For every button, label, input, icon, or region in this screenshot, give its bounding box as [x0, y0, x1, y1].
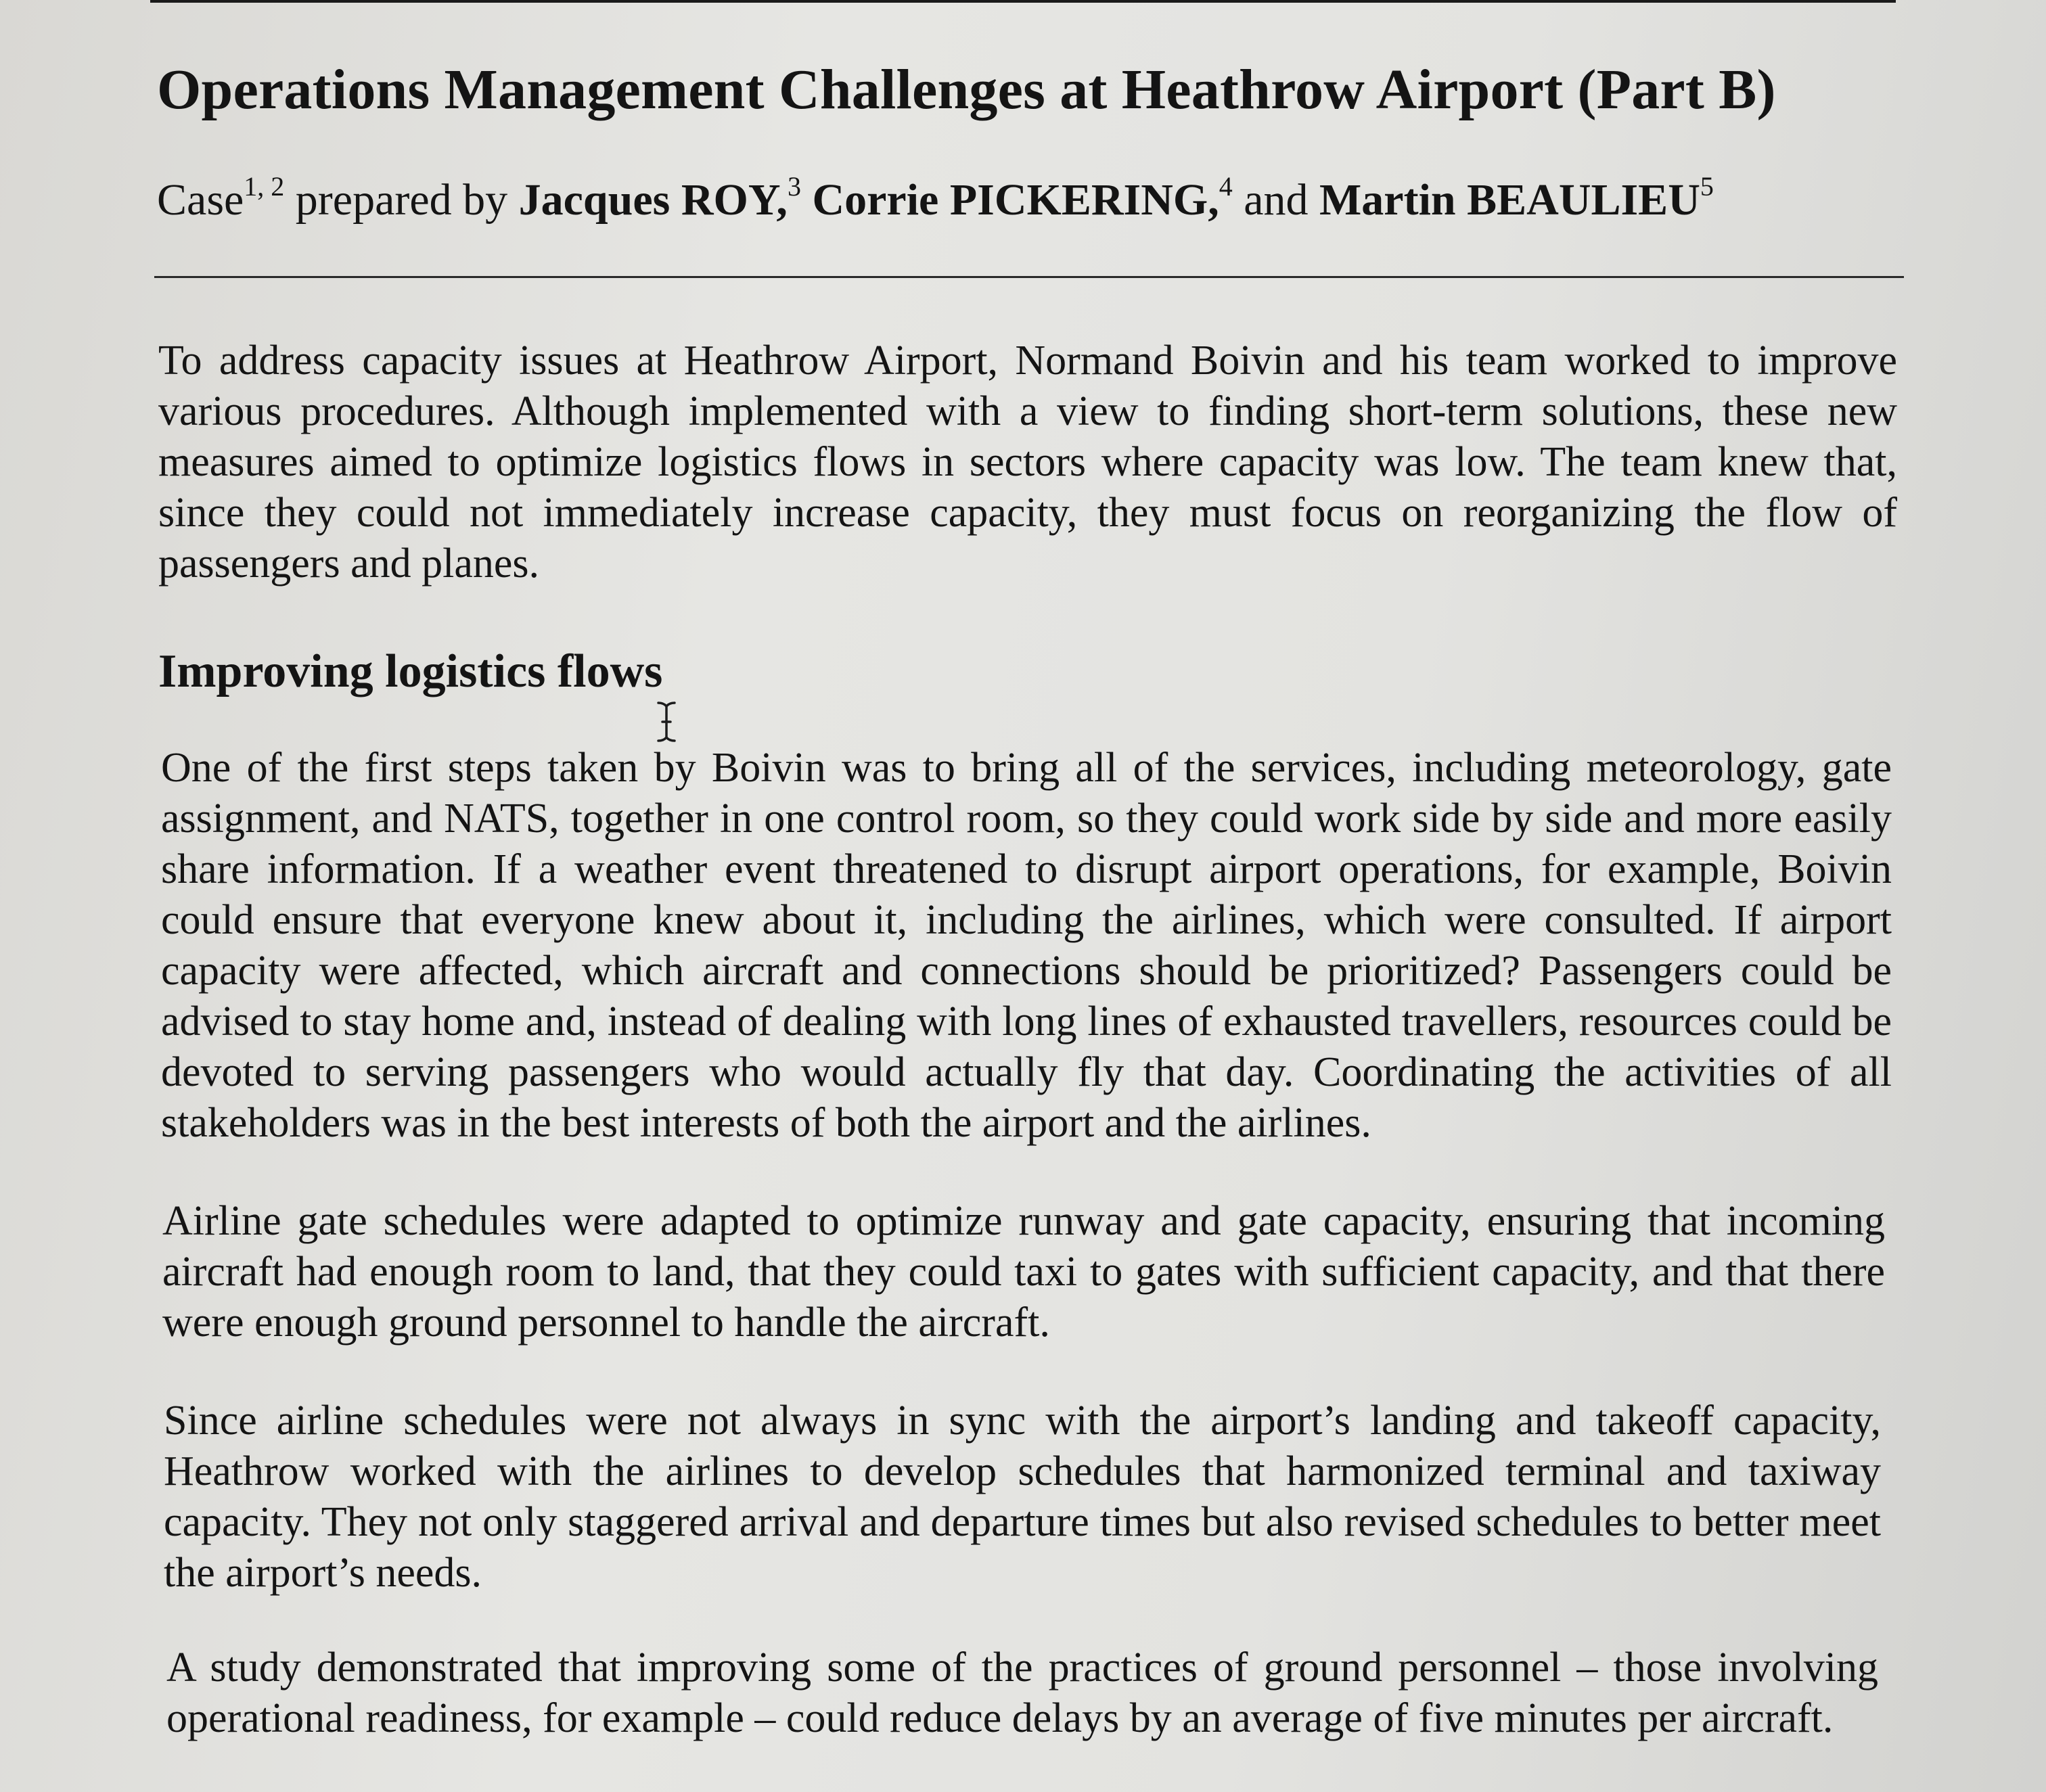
- byline: [157, 168, 1714, 233]
- section-heading: Improving logistics flows: [158, 645, 663, 697]
- document-title: Operations Management Challenges at Heathrow Airport (Part B): [157, 58, 1776, 121]
- title-rule: [154, 276, 1904, 278]
- section-paragraph-4: A study demonstrated that improving some of the practices of ground personnel – those involving operational readiness, for example – could reduce delays by an average of five minutes per aircraft.: [166, 1645, 1878, 1741]
- section-paragraph-2: Airline gate schedules were adapted to optimize runway and gate capacity, ensuring that incoming aircraft had enough room to land, that they could taxi to gates with sufficient capacity, and that there were enough ground personnel to handle the aircraft.: [162, 1198, 1885, 1346]
- byline-author-pickering: Corrie PICKERING,: [812, 175, 1219, 225]
- intro-paragraph: To address capacity issues at Heathrow Airport, Normand Boivin and his team worked to improve various procedures. Although implemented with a view to finding short-term solutions, these new measures aimed to optimize logistics flows in sectors where capacity was low. The team knew that, since they could not immediately increase capacity, they must focus on reorganizing the flow of passengers and planes.: [158, 338, 1897, 587]
- byline-case-notes: 1, 2: [244, 171, 285, 202]
- byline-author-roy: Jacques ROY,: [518, 175, 788, 225]
- section-paragraph-1: One of the first steps taken by Boivin was to bring all of the services, including meteorology, gate assignment, and NATS, together in one control room, so they could work side by side and more easily share information. If a weather event threatened to disrupt airport operations, for example, Boivin could ensure that everyone knew about it, including the airlines, which were consulted. If airport capacity were affected, which aircraft and connections should be prioritized? Passengers could be advised to stay home and, instead of dealing with long lines of exhausted travellers, resources could be devoted to serving passengers who would actually fly that day. Coordinating the activities of all stakeholders was in the best interests of both the airport and the airlines.: [161, 745, 1892, 1146]
- byline-and: and: [1244, 175, 1309, 225]
- byline-author-pickering-note: 4: [1219, 171, 1233, 202]
- section-paragraph-3: Since airline schedules were not always in sync with the airport’s landing and takeoff capacity, Heathrow worked with the airlines to develop schedules that harmonized terminal and taxiway capacity. They not only staggered arrival and departure times but also revised schedules to better meet the airport’s needs.: [164, 1398, 1881, 1596]
- byline-author-roy-note: 3: [787, 171, 801, 202]
- top-rule: [150, 0, 1896, 3]
- byline-case: Case: [157, 175, 244, 225]
- byline-prepared-by: prepared by: [295, 175, 508, 225]
- byline-author-beaulieu-note: 5: [1700, 171, 1714, 202]
- byline-author-beaulieu: Martin BEAULIEU: [1319, 175, 1700, 225]
- text-cursor-icon: [655, 700, 678, 743]
